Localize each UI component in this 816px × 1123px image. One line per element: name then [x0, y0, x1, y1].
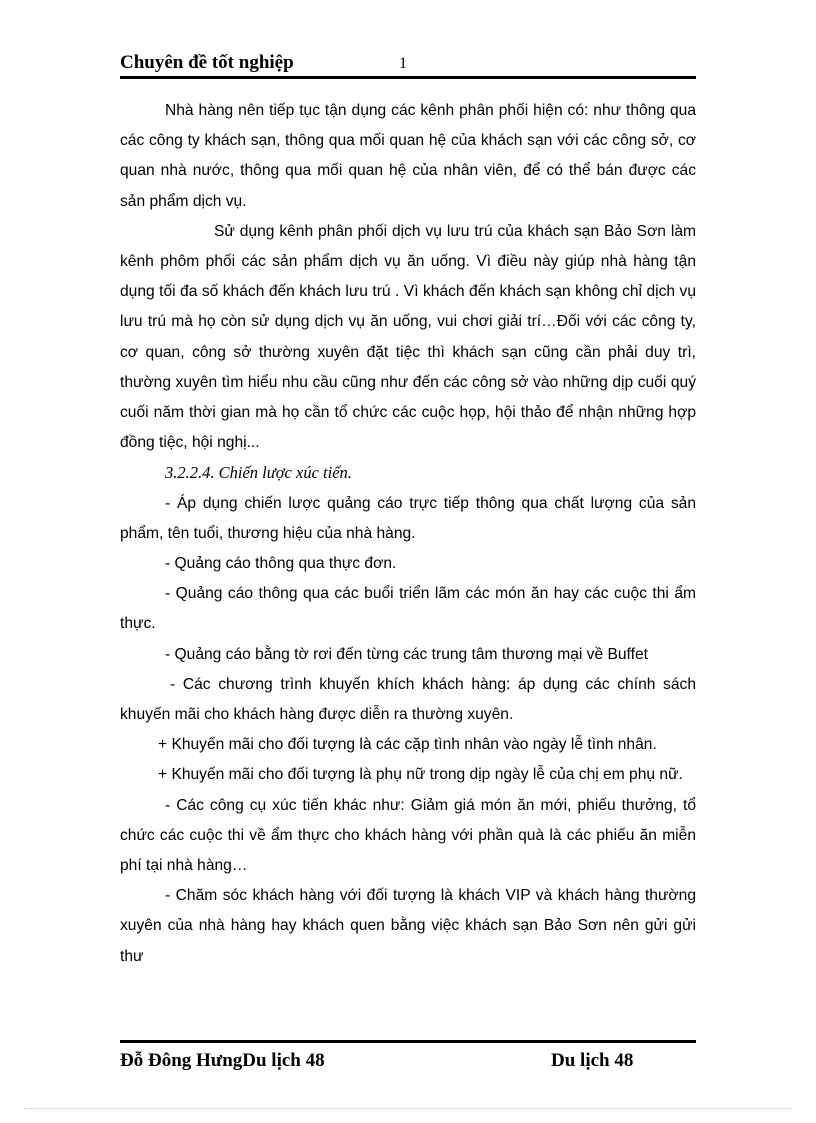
page-header [120, 52, 696, 76]
paragraph: Sử dụng kênh phân phối dịch vụ lưu trú của khách sạn Bảo Sơn làm kênh phôm phối các sản phẩm dịch vụ ăn uống. Vì điều này giúp nhà hàng tận dụng tối đa số khách đến khách lưu trú . Vì khách đến khách sạn không chỉ dịch vụ lưu trú mà họ còn sử dụng dịch vụ ăn uống, vui chơi giải trí…Đối với các công ty, cơ quan, công sở thường xuyên đặt tiệc thì khách sạn cũng cần phải duy trì, thường xuyên tìm hiểu nhu cầu cũng như đến các công sở vào những dịp cuối quý cuối năm thời gian mà họ cần tổ chức các cuộc họp, hội thảo để nhận những hợp đồng tiệc, hội nghị... [120, 222, 696, 452]
page-number: 1 [399, 55, 407, 72]
footer-rule [120, 1040, 696, 1043]
header-rule [120, 76, 696, 79]
paragraph: - Chăm sóc khách hàng với đối tượng là khách VIP và khách hàng thường xuyên của nhà hàng hay khách quen bằng việc khách sạn Bảo Sơn nên gửi gửi thư [120, 887, 696, 965]
paragraph: - Các công cụ xúc tiến khác như: Giảm giá món ăn mới, phiếu thưởng, tổ chức các cuộc thi về ẩm thực cho khách hàng với phần quà là các phiếu ăn miễn phí tại nhà hàng… [120, 796, 696, 875]
page-bottom-divider [24, 1108, 792, 1109]
section-heading: 3.2.2.4. Chiến lược xúc tiến. [165, 463, 352, 483]
paragraph: + Khuyến mãi cho đối tượng là các cặp tình nhân vào ngày lễ tình nhân. [158, 736, 657, 754]
footer-course: Du lịch 48 [551, 1050, 634, 1071]
paragraph: - Các chương trình khuyến khích khách hàng: áp dụng các chính sách khuyến mãi cho khách hàng được diễn ra thường xuyên. [120, 675, 696, 724]
header-title: Chuyên đề tốt nghiệp [120, 52, 294, 73]
paragraph: - Quảng cáo thông qua thực đơn. [165, 555, 397, 573]
document-body [120, 96, 696, 972]
paragraph: Nhà hàng nên tiếp tục tận dụng các kênh phân phối hiện có: như thông qua các công ty khách sạn, thông qua mối quan hệ của khách sạn với các công sở, cơ quan nhà nước, thông qua mối quan hệ của nhân viên, để có thể bán được các sản phẩm dịch vụ. [120, 102, 696, 210]
paragraph: + Khuyến mãi cho đối tượng là phụ nữ trong dịp ngày lễ của chị em phụ nữ. [158, 766, 683, 784]
footer-author: Đỗ Đông HưngDu lịch 48 [120, 1050, 325, 1071]
paragraph: - Quảng cáo thông qua các buổi triển lãm các món ăn hay các cuộc thi ẩm thực. [120, 585, 696, 633]
paragraph: - Áp dụng chiến lược quảng cáo trực tiếp thông qua chất lượng của sản phẩm, tên tuổi, thương hiệu của nhà hàng. [120, 494, 696, 542]
paragraph: - Quảng cáo bằng tờ rơi đến từng các trung tâm thương mại về Buffet [165, 645, 648, 663]
